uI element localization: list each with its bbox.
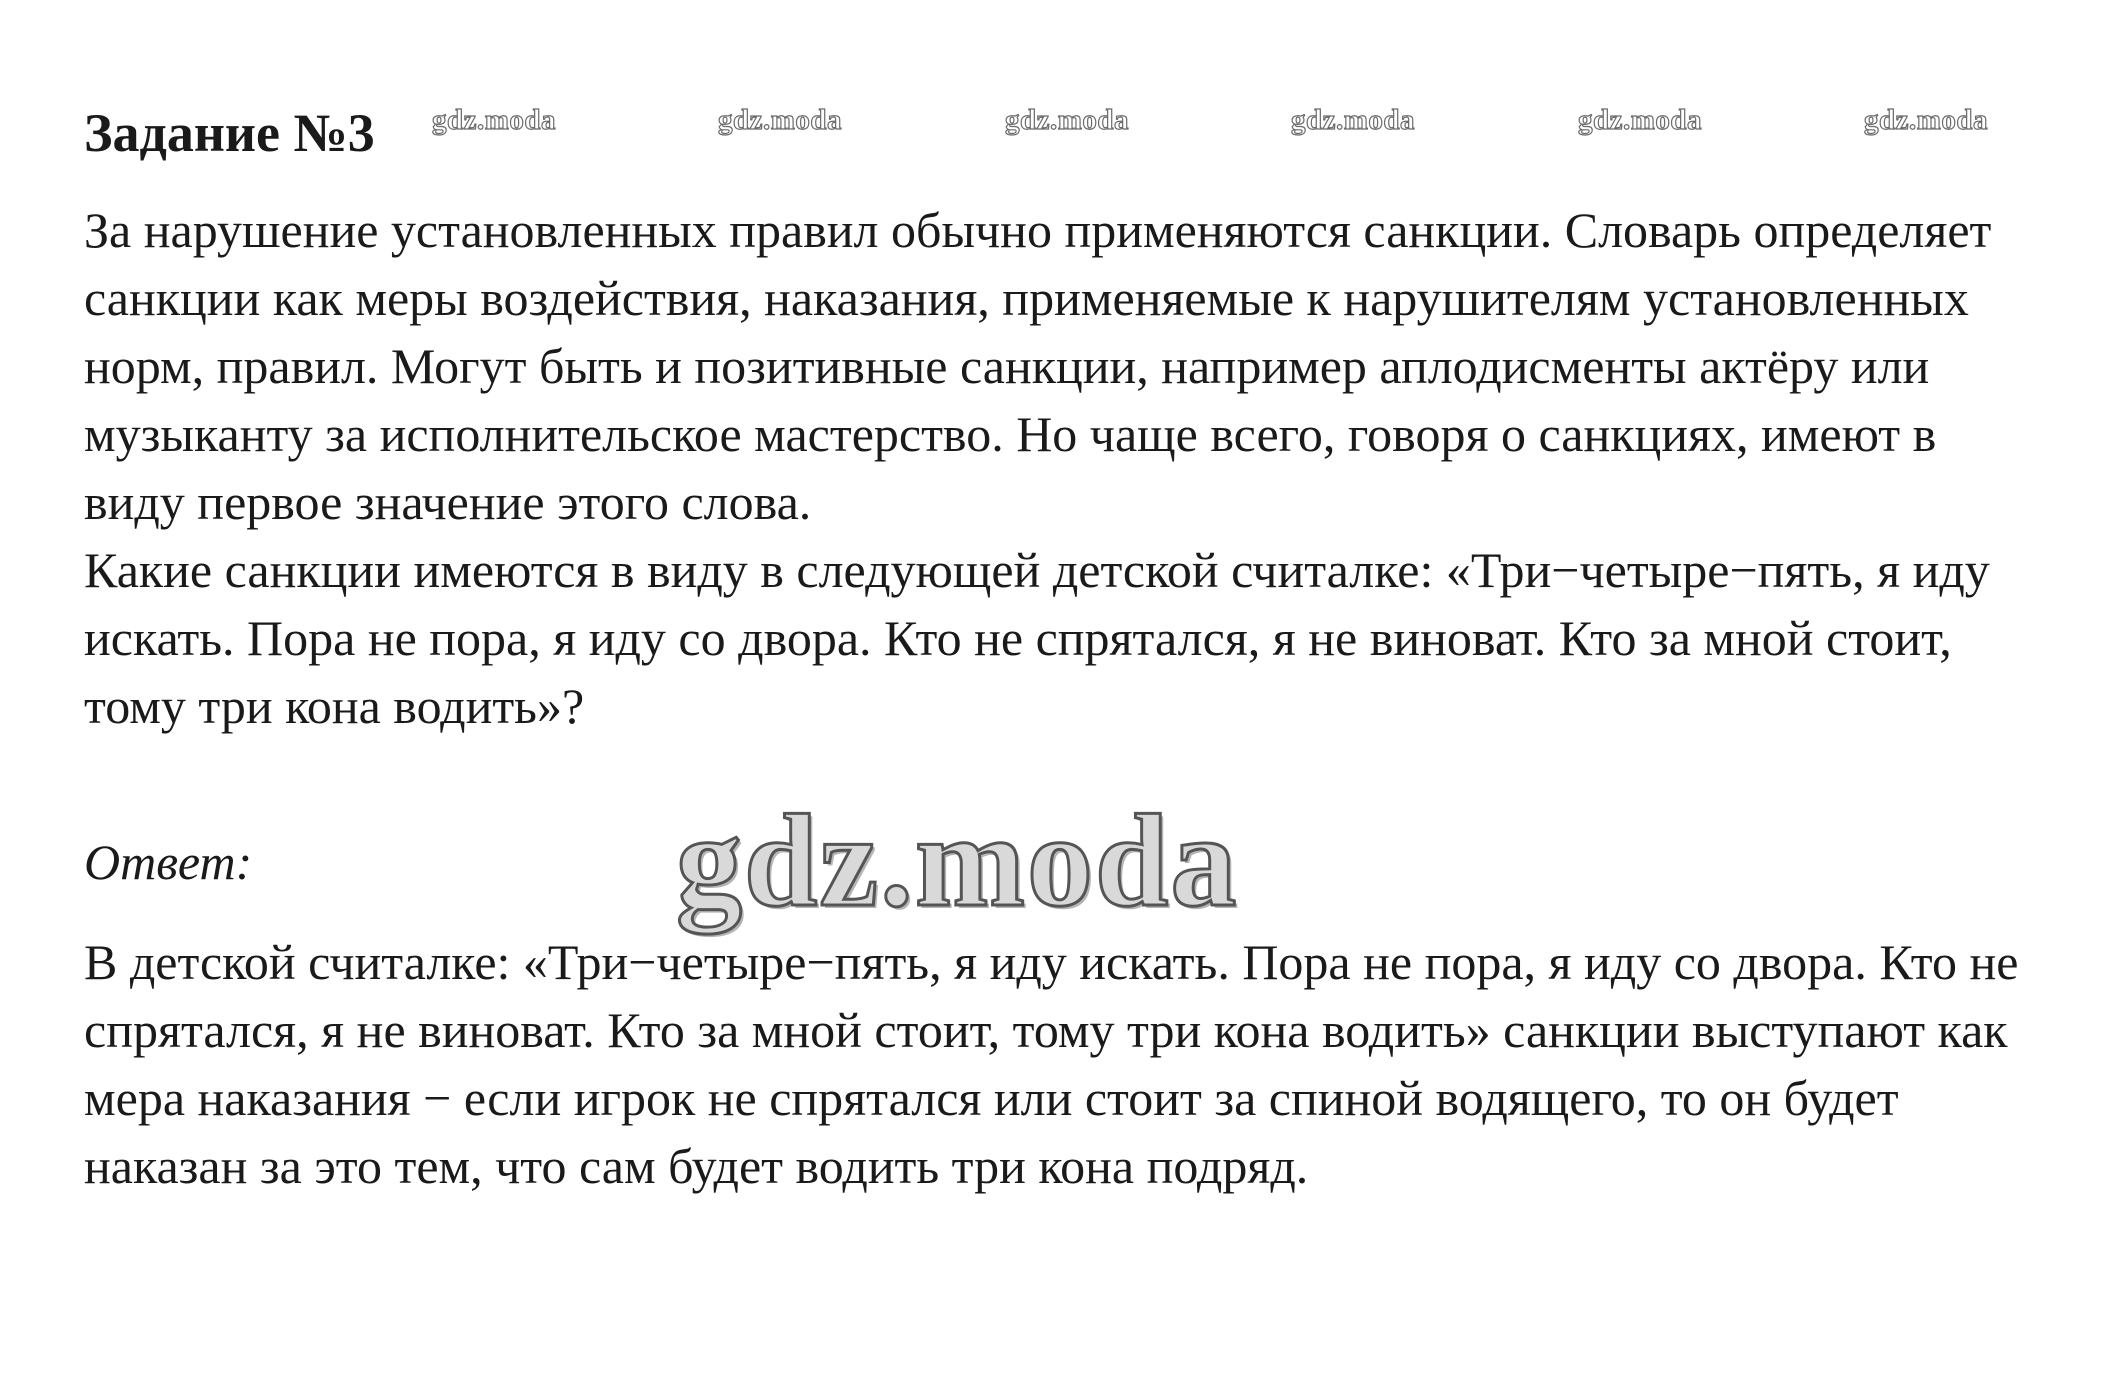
- watermark-small: gdz.moda: [432, 104, 557, 136]
- question-text: [84, 196, 2044, 740]
- answer-text: [84, 928, 2044, 1200]
- answer-paragraph: В детской считалке: «Три−четыре−пять, я иду искать. Пора не пора, я иду со двора. Кто не спрятался, я не виноват. Кто за мной стоит, тому три кона водить» санкции выступают как мера наказания − если игрок не спрятался или стоит за спиной водящего, то он будет наказан за это тем, что сам будет водить три кона подряд.: [84, 934, 2019, 1194]
- task-title: Задание №3: [84, 103, 375, 163]
- watermark-small: gdz.moda: [1864, 104, 1989, 136]
- watermark-small: gdz.moda: [1291, 104, 1416, 136]
- question-paragraph: Какие санкции имеются в виду в следующей детской считалке: «Три−четыре−пять, я иду искать. Пора не пора, я иду со двора. Кто не спрятался, я не виноват. Кто за мной стоит, тому три кона водить»?: [84, 542, 1990, 734]
- watermark-small: gdz.moda: [1005, 104, 1130, 136]
- watermark-row: [0, 104, 2115, 144]
- question-paragraph: За нарушение установленных правил обычно применяются санкции. Словарь определяет санкции как меры воздействия, наказания, применяемые к нарушителям установленных норм, правил. Могут быть и позитивные санкции, например аплодисменты актёру или музыканту за исполнительское мастерство. Но чаще всего, говоря о санкциях, имеют в виду первое значение этого слова.: [84, 202, 1992, 530]
- watermark-small: gdz.moda: [1578, 104, 1703, 136]
- watermark-large: gdz.moda: [676, 787, 1239, 934]
- answer-label: Ответ:: [84, 834, 253, 890]
- watermark-small: gdz.moda: [718, 104, 843, 136]
